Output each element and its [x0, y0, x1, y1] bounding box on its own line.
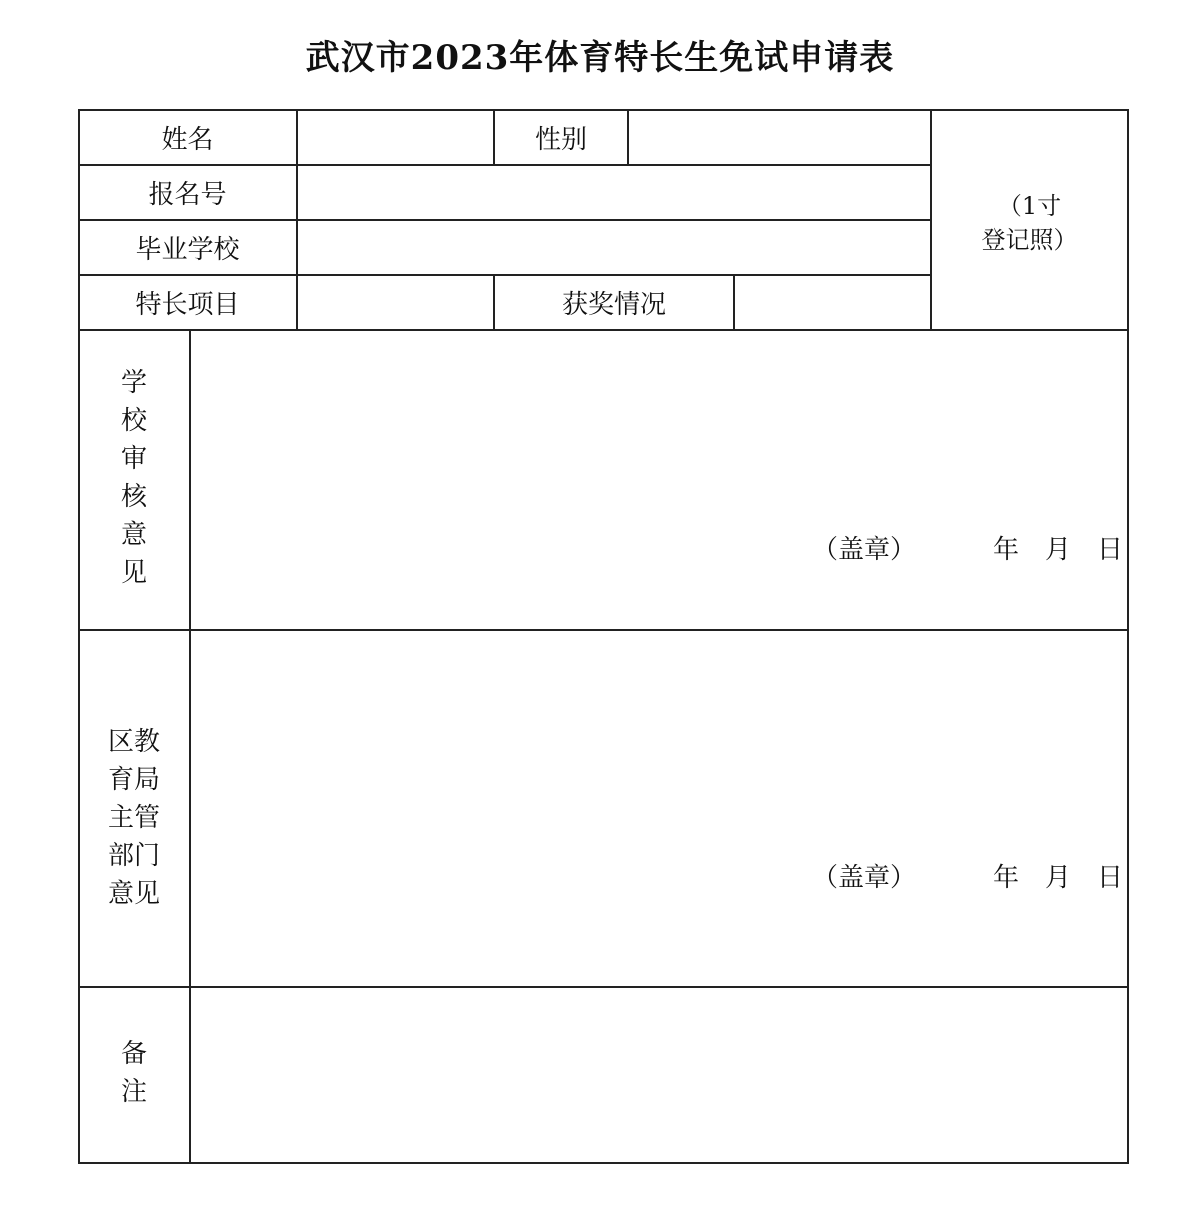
- label-line: 区教: [107, 727, 160, 757]
- label-char: 核: [120, 481, 147, 512]
- school-review-field[interactable]: [191, 331, 1127, 521]
- gender-field[interactable]: [629, 111, 930, 164]
- name-field[interactable]: [298, 111, 493, 164]
- awards-label: 获奖情况: [561, 290, 666, 320]
- page-title: 武汉市2023年体育特长生免试申请表: [305, 38, 895, 78]
- school-date-label: 年 月 日: [993, 535, 1124, 565]
- school-review-label-text: [121, 364, 147, 592]
- district-review-label-text: [108, 723, 160, 913]
- school-seal-label: （盖章）: [812, 535, 917, 565]
- specialty-label: 特长项目: [135, 290, 240, 320]
- photo-hint-line1: （1寸: [997, 191, 1062, 220]
- remarks-label-text: [121, 1035, 147, 1111]
- remarks-field[interactable]: [191, 988, 1127, 1162]
- label-line: 部门: [107, 841, 160, 871]
- district-seal-label: （盖章）: [812, 863, 917, 893]
- district-date-label: 年 月 日: [993, 863, 1124, 893]
- table-border-right: [1127, 109, 1129, 1163]
- school-review-label: [79, 330, 189, 629]
- specialty-field[interactable]: [298, 276, 493, 329]
- label-line: 育局: [107, 765, 160, 795]
- gender-label: 性别: [534, 125, 587, 155]
- graduation-school-field[interactable]: [298, 221, 930, 274]
- district-review-field[interactable]: [191, 631, 1127, 851]
- label-line: 意见: [107, 879, 160, 909]
- registration-no-field[interactable]: [298, 166, 930, 219]
- photo-placeholder[interactable]: [932, 110, 1127, 329]
- remarks-label: [79, 987, 189, 1162]
- awards-field[interactable]: [735, 276, 930, 329]
- photo-hint-line2: 登记照）: [981, 225, 1078, 254]
- label-char: 校: [120, 405, 147, 436]
- label-char: 见: [120, 557, 147, 588]
- label-line: 主管: [107, 803, 160, 833]
- label-char: 审: [120, 443, 147, 474]
- registration-no-label: 报名号: [148, 180, 227, 210]
- label-char: 意: [120, 519, 147, 550]
- name-label: 姓名: [161, 125, 214, 155]
- graduation-school-label: 毕业学校: [135, 235, 240, 265]
- table-border-bottom: [78, 1162, 1129, 1164]
- label-char: 备: [120, 1038, 147, 1069]
- district-review-label: [79, 630, 189, 986]
- label-char: 学: [120, 367, 147, 398]
- label-char: 注: [120, 1076, 147, 1107]
